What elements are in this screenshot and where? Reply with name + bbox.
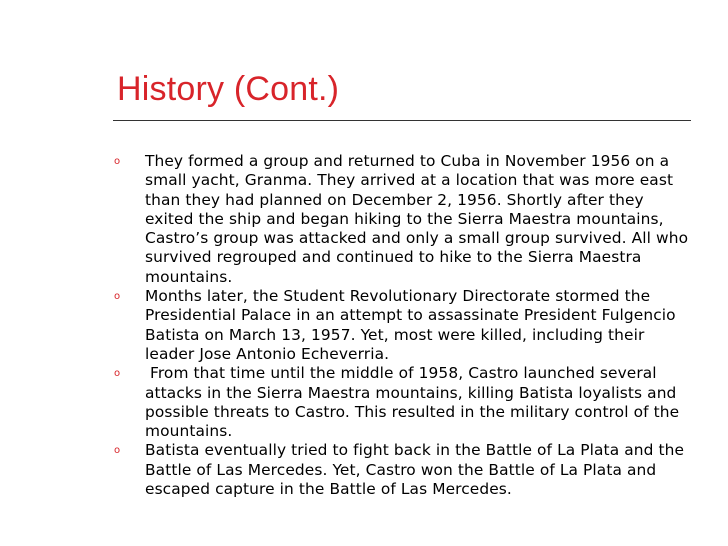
bullet-marker-icon: o — [114, 445, 121, 457]
bullet-marker-icon: o — [114, 291, 121, 303]
bullet-text: Months later, the Student Revolutionary Directorate stormed the Presidential Palace in an attempt to assassinate President Fulgencio Batista on March 13, 1957. Yet, most were killed, including their leader Jose Antonio Echeverria. — [145, 287, 681, 363]
bullet-list — [113, 152, 693, 499]
bullet-item — [113, 441, 693, 499]
bullet-text: From that time until the middle of 1958, Castro launched several attacks in the Sierra Maestra mountains, killing Batista loyalists and possible threats to Castro. This resulted in the military control of the mountains. — [145, 364, 685, 441]
bullet-item — [113, 364, 693, 441]
title-divider — [113, 120, 691, 121]
bullet-item — [113, 287, 693, 364]
bullet-marker-icon: o — [114, 368, 121, 380]
slide-title: History (Cont.) — [117, 70, 340, 108]
bullet-item — [113, 152, 693, 287]
bullet-text: Batista eventually tried to fight back in the Battle of La Plata and the Battle of Las Mercedes. Yet, Castro won the Battle of La Plata and escaped capture in the Battle of Las Mercedes. — [145, 441, 690, 499]
bullet-marker-icon: o — [114, 156, 121, 167]
bullet-text: They formed a group and returned to Cuba in November 1956 on a small yacht, Granma. They arrived at a location that was more east than they had planned on December 2, 1956. Shortly after they exited the ship and began hiking to the Sierra Maestra mountains, Castro’s group was attacked and only a small group survived. All who survived regrouped and continued to hike to the Sierra Maestra mountains. — [145, 152, 694, 286]
